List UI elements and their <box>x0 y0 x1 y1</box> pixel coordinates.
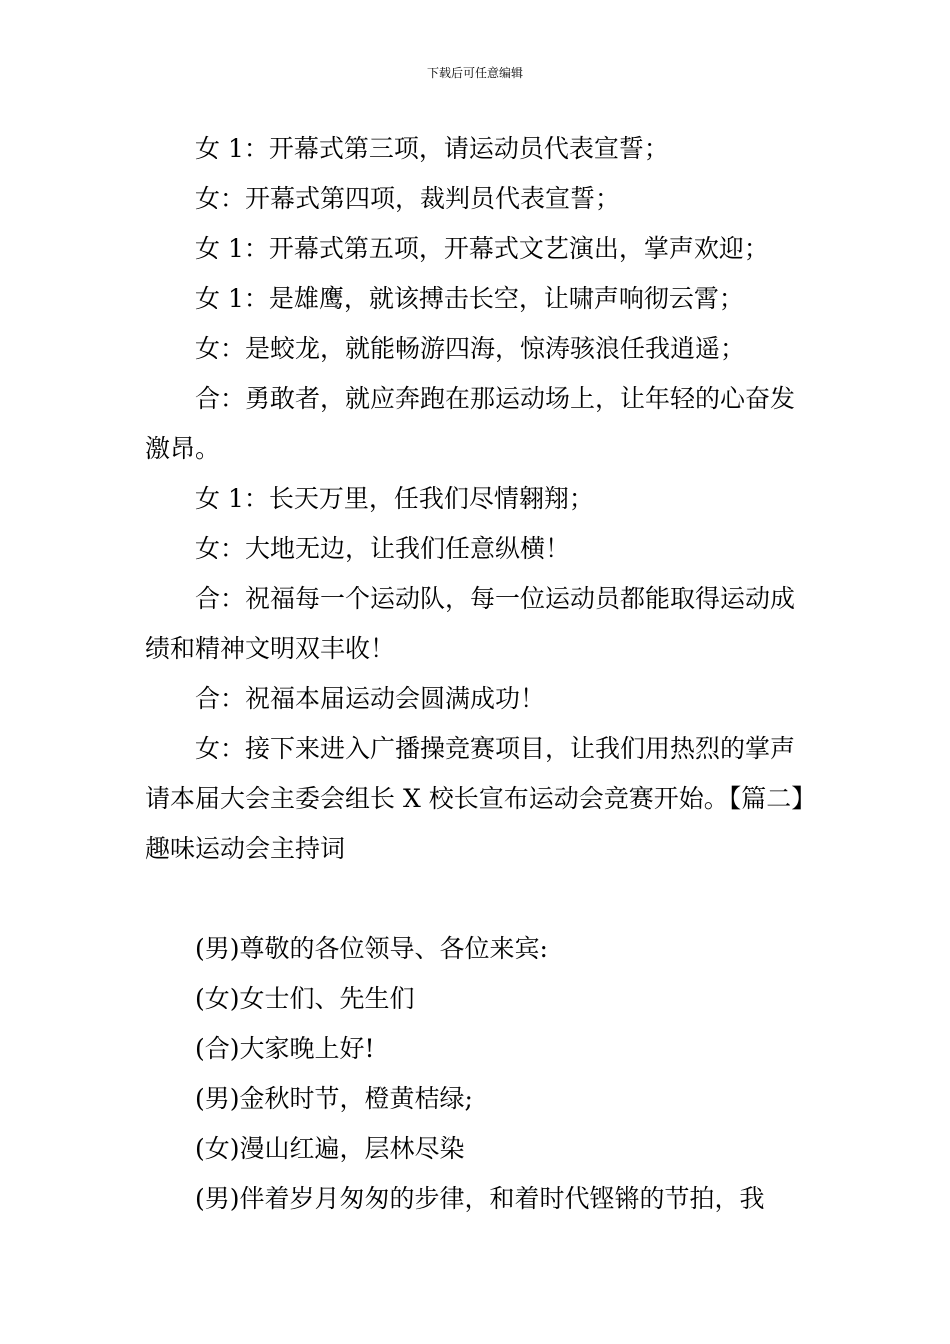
paragraph: 合：祝福每一个运动队，每一位运动员都能取得运动成绩和精神文明双丰收！ <box>145 584 796 663</box>
paragraph: 合：祝福本届运动会圆满成功！ <box>195 684 546 713</box>
paragraph: (男)金秋时节，橙黄桔绿; <box>195 1084 473 1113</box>
paragraph: (女)女士们、先生们 <box>195 984 415 1013</box>
paragraph: 女 1：开幕式第五项，开幕式文艺演出，掌声欢迎； <box>195 234 769 263</box>
paragraph: 女：开幕式第四项，裁判员代表宣誓； <box>195 184 621 213</box>
blank-line <box>145 874 810 924</box>
document-body <box>145 124 810 1224</box>
paragraph: (男)伴着岁月匆匆的步律，和着时代铿锵的节拍，我 <box>195 1184 765 1213</box>
paragraph: 女 1：开幕式第三项，请运动员代表宣誓； <box>195 134 669 163</box>
paragraph: (男)尊敬的各位领导、各位来宾: <box>195 934 548 963</box>
paragraph: 女：是蛟龙，就能畅游四海，惊涛骇浪任我逍遥； <box>195 334 746 363</box>
paragraph: 女：大地无边，让我们任意纵横！ <box>195 534 571 563</box>
paragraph: 女：接下来进入广播操竞赛项目，让我们用热烈的掌声请本届大会主委会组长 X 校长宣布运动会竞赛开始。【篇二】趣味运动会主持词 <box>145 734 804 863</box>
paragraph: 女 1：是雄鹰，就该搏击长空，让啸声响彻云霄； <box>195 284 744 313</box>
paragraph: 女 1：长天万里，任我们尽情翱翔； <box>195 484 594 513</box>
paragraph: (合)大家晚上好! <box>195 1034 375 1063</box>
paragraph: 合：勇敢者，就应奔跑在那运动场上，让年轻的心奋发激昂。 <box>145 384 796 463</box>
paragraph: (女)漫山红遍，层林尽染 <box>195 1134 465 1163</box>
page-header: 下载后可任意编辑 <box>426 66 523 80</box>
